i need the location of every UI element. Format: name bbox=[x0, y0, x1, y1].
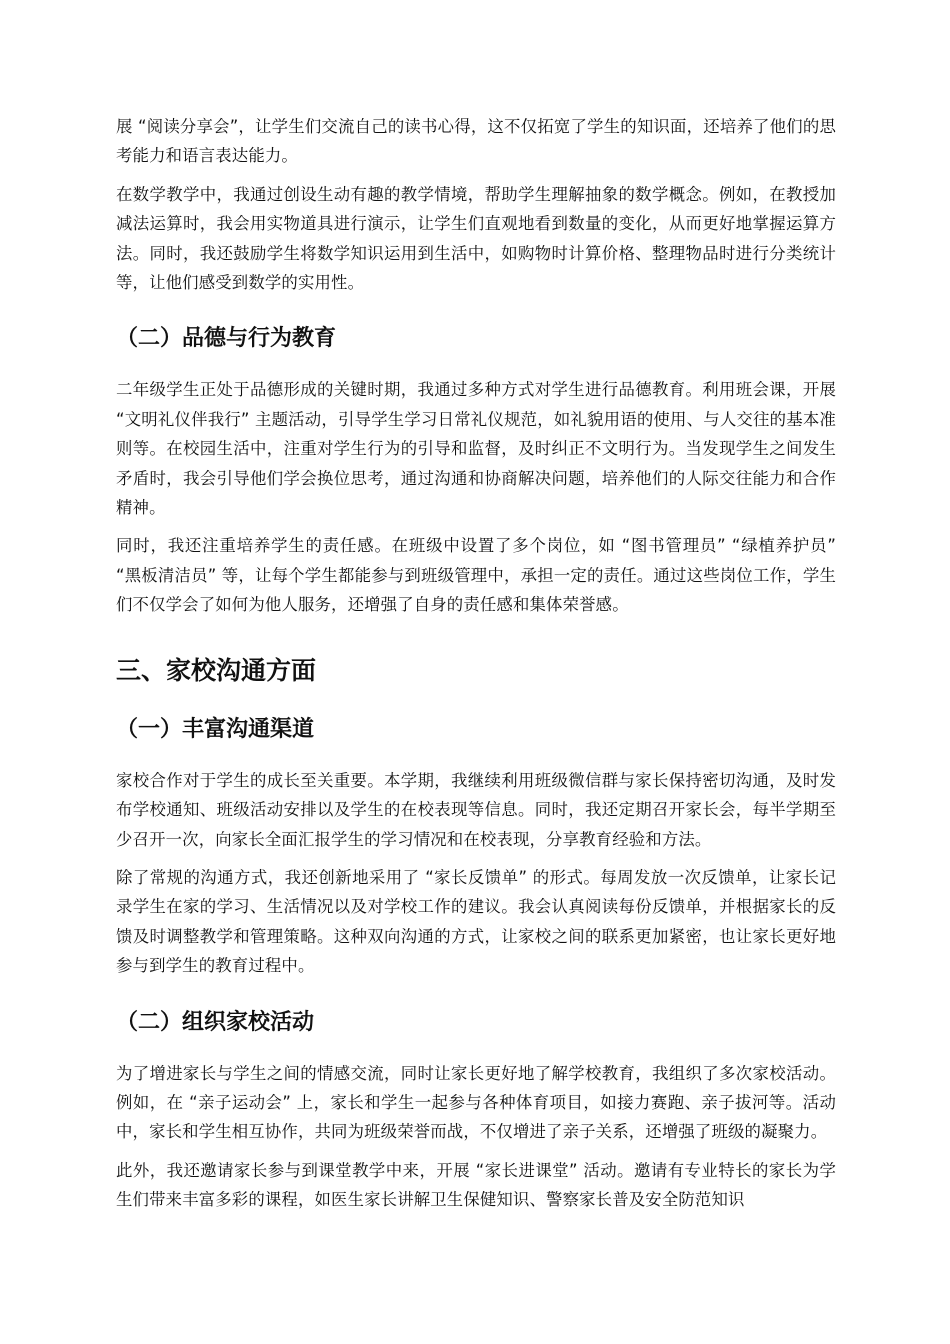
document-page bbox=[116, 112, 836, 1224]
paragraph-sports-meeting: 为了增进家长与学生之间的情感交流，同时让家长更好地了解学校教育，我组织了多次家校活动。例如，在 “亲子运动会” 上，家长和学生一起参与各种体育项目，如接力赛跑、亲子拔河等。活动中，家长和学生相互协作，共同为班级荣誉而战，不仅增进了亲子关系，还增强了班级的凝聚力。 bbox=[116, 1063, 836, 1142]
paragraph-feedback-form: 除了常规的沟通方式，我还创新地采用了 “家长反馈单” 的形式。每周发放一次反馈单，让家长记录学生在家的学习、生活情况以及对学校工作的建议。我会认真阅读每份反馈单，并根据家长的反馈及时调整教学和管理策略。这种双向沟通的方式，让家校之间的联系更加紧密，也让家长更好地参与到学生的教育过程中。 bbox=[116, 867, 836, 976]
paragraph-parents-in-class: 此外，我还邀请家长参与到课堂教学中来，开展 “家长进课堂” 活动。邀请有专业特长的家长为学生们带来丰富多彩的课程，如医生家长讲解卫生保健知识、警察家长普及安全防范知识 bbox=[116, 1160, 836, 1210]
paragraph-reading-share: 展 “阅读分享会”，让学生们交流自己的读书心得，这不仅拓宽了学生的知识面，还培养了他们的思考能力和语言表达能力。 bbox=[116, 117, 836, 166]
paragraph-math-teaching: 在数学教学中，我通过创设生动有趣的教学情境，帮助学生理解抽象的数学概念。例如，在教授加减法运算时，我会用实物道具进行演示，让学生们直观地看到数量的变化，从而更好地掌握运算方法。同时，我还鼓励学生将数学知识运用到生活中，如购物时计算价格、整理物品时进行分类统计等，让他们感受到数学的实用性。 bbox=[116, 184, 836, 293]
paragraph-responsibility: 同时，我还注重培养学生的责任感。在班级中设置了多个岗位，如 “图书管理员” “绿植养护员” “黑板清洁员” 等，让每个学生都能参与到班级管理中，承担一定的责任。通过这些岗位工作，学生们不仅学会了如何为他人服务，还增强了自身的责任感和集体荣誉感。 bbox=[116, 536, 836, 615]
heading-communication-channels: （一）丰富沟通渠道 bbox=[116, 716, 315, 742]
paragraph-cooperation: 家校合作对于学生的成长至关重要。本学期，我继续利用班级微信群与家长保持密切沟通，及时发布学校通知、班级活动安排以及学生的在校表现等信息。同时，我还定期召开家长会，每半学期至少召开一次，向家长全面汇报学生的学习情况和在校表现，分享教育经验和方法。 bbox=[116, 770, 836, 849]
heading-home-school-activities: （二）组织家校活动 bbox=[116, 1009, 315, 1035]
paragraph-moral-education: 二年级学生正处于品德形成的关键时期，我通过多种方式对学生进行品德教育。利用班会课，开展 “文明礼仪伴我行” 主题活动，引导学生学习日常礼仪规范，如礼貌用语的使用、与人交往的基本准则等。在校园生活中，注重对学生行为的引导和监督，及时纠正不文明行为。当发现学生之间发生矛盾时，我会引导他们学会换位思考，通过沟通和协商解决问题，培养他们的人际交往能力和合作精神。 bbox=[116, 380, 836, 518]
heading-home-school-communication: 三、家校沟通方面 bbox=[116, 655, 317, 685]
heading-moral-behavior: （二）品德与行为教育 bbox=[116, 326, 337, 352]
